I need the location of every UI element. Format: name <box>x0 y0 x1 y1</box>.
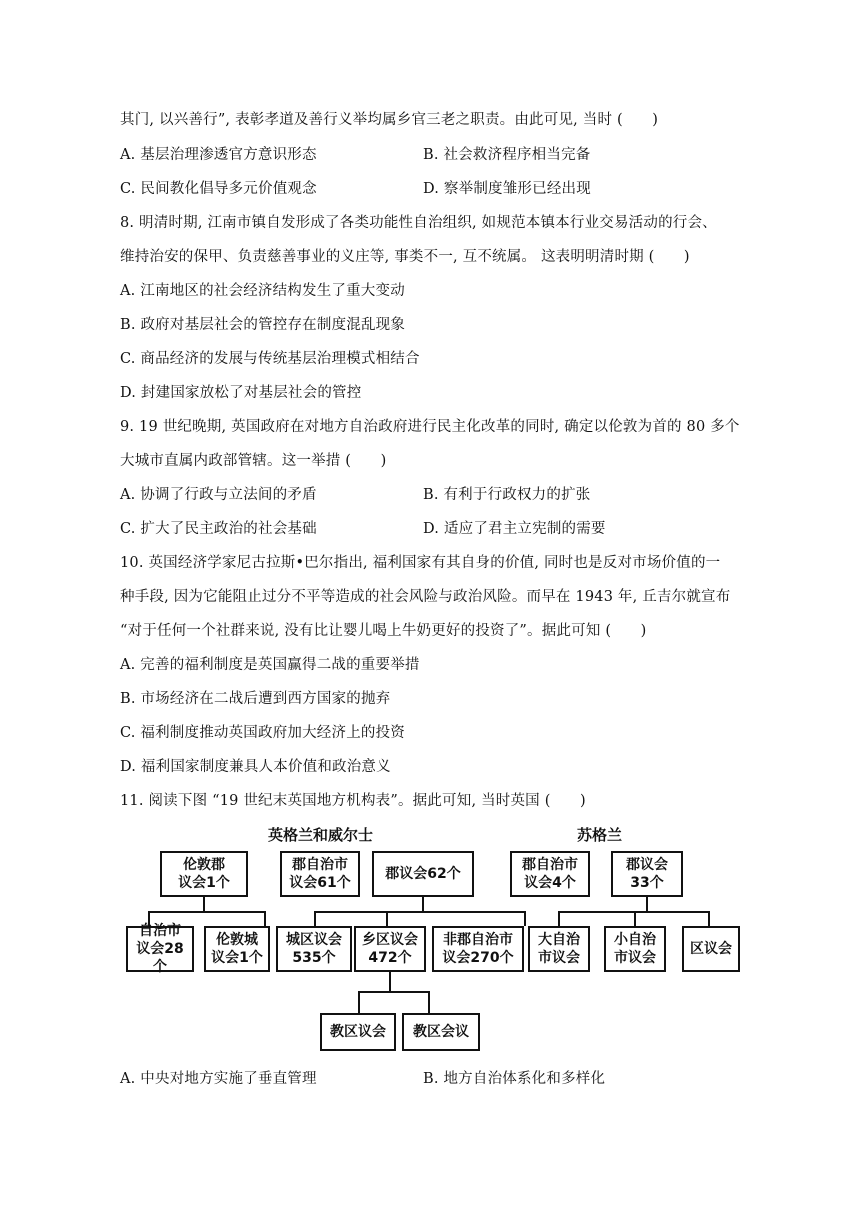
q10-option-d: D. 福利国家制度兼具人本价值和政治意义 <box>120 759 391 775</box>
header-england-wales: 英格兰和威尔士 <box>268 826 374 844</box>
question-10-line-3: “对于任何一个社群来说, 没有比让婴儿喝上牛奶更好的投资了”。据此可知 ( ) <box>120 623 647 639</box>
question-9-line-1: 9. 19 世纪晚期, 英国政府在对地方自治政府进行民主化改革的同时, 确定以伦敦为首的 80 多个 <box>120 419 740 435</box>
box-parish-council: 教区议会 <box>320 1013 396 1051</box>
box-london-county: 伦敦郡 议会1个 <box>160 851 248 897</box>
box-small-burgh: 小自治 市议会 <box>604 926 666 972</box>
q7-option-c: C. 民间教化倡导多元价值观念 <box>120 181 317 197</box>
q9-option-c: C. 扩大了民主政治的社会基础 <box>120 521 317 537</box>
box-scot-county-borough: 郡自治市 议会4个 <box>510 851 590 897</box>
q8-option-d: D. 封建国家放松了对基层社会的管控 <box>120 385 362 401</box>
q8-option-c: C. 商品经济的发展与传统基层治理模式相结合 <box>120 351 420 367</box>
q10-option-b: B. 市场经济在二战后遭到西方国家的抛弃 <box>120 691 391 707</box>
q11-option-a: A. 中央对地方实施了垂直管理 <box>120 1071 317 1087</box>
question-8-line-2: 维持治安的保甲、负责慈善事业的义庄等, 事类不一, 互不统属。 这表明明清时期 ( ) <box>120 249 690 265</box>
box-district-council: 区议会 <box>682 926 740 972</box>
header-scotland: 苏格兰 <box>577 826 623 844</box>
q7-option-d: D. 察举制度雏形已经出现 <box>423 181 591 197</box>
local-government-diagram <box>118 818 748 1058</box>
box-parish-meeting: 教区会议 <box>402 1013 480 1051</box>
question-11: 11. 阅读下图 “19 世纪末英国地方机构表”。据此可知, 当时英国 ( ) <box>120 793 586 809</box>
question-10-line-2: 种手段, 因为它能阻止过分不平等造成的社会风险与政治风险。而早在 1943 年, 丘吉尔就宣布 <box>120 589 731 605</box>
box-scot-county-council: 郡议会 33个 <box>611 851 683 897</box>
q9-option-d: D. 适应了君主立宪制的需要 <box>423 521 606 537</box>
box-non-county-borough: 非郡自治市 议会270个 <box>432 926 524 972</box>
question-7-tail: 其门, 以兴善行”, 表彰孝道及善行义举均属乡官三老之职责。由此可见, 当时 ( ) <box>120 112 659 128</box>
question-8-line-1: 8. 明清时期, 江南市镇自发形成了各类功能性自治组织, 如规范本镇本行业交易活动的行会、 <box>120 215 717 231</box>
box-county-borough: 郡自治市 议会61个 <box>280 851 360 897</box>
box-london-city: 伦敦城 议会1个 <box>204 926 270 972</box>
q7-option-b: B. 社会救济程序相当完备 <box>423 147 591 163</box>
box-rural-district: 乡区议会 472个 <box>354 926 426 972</box>
q8-option-b: B. 政府对基层社会的管控存在制度混乱现象 <box>120 317 406 333</box>
q9-option-b: B. 有利于行政权力的扩张 <box>423 487 591 503</box>
box-urban-district: 城区议会 535个 <box>276 926 352 972</box>
question-10-line-1: 10. 英国经济学家尼古拉斯•巴尔指出, 福利国家有其自身的价值, 同时也是反对市场价值的一 <box>120 555 721 571</box>
q8-option-a: A. 江南地区的社会经济结构发生了重大变动 <box>120 283 405 299</box>
box-borough: 自治市 议会28个 <box>126 926 194 972</box>
box-county-council: 郡议会62个 <box>372 851 474 897</box>
box-large-burgh: 大自治 市议会 <box>528 926 590 972</box>
q9-option-a: A. 协调了行政与立法间的矛盾 <box>120 487 317 503</box>
question-9-line-2: 大城市直属内政部管辖。这一举措 ( ) <box>120 453 387 469</box>
q10-option-c: C. 福利制度推动英国政府加大经济上的投资 <box>120 725 405 741</box>
q7-option-a: A. 基层治理渗透官方意识形态 <box>120 147 317 163</box>
q11-option-b: B. 地方自治体系化和多样化 <box>423 1071 606 1087</box>
q10-option-a: A. 完善的福利制度是英国赢得二战的重要举措 <box>120 657 420 673</box>
